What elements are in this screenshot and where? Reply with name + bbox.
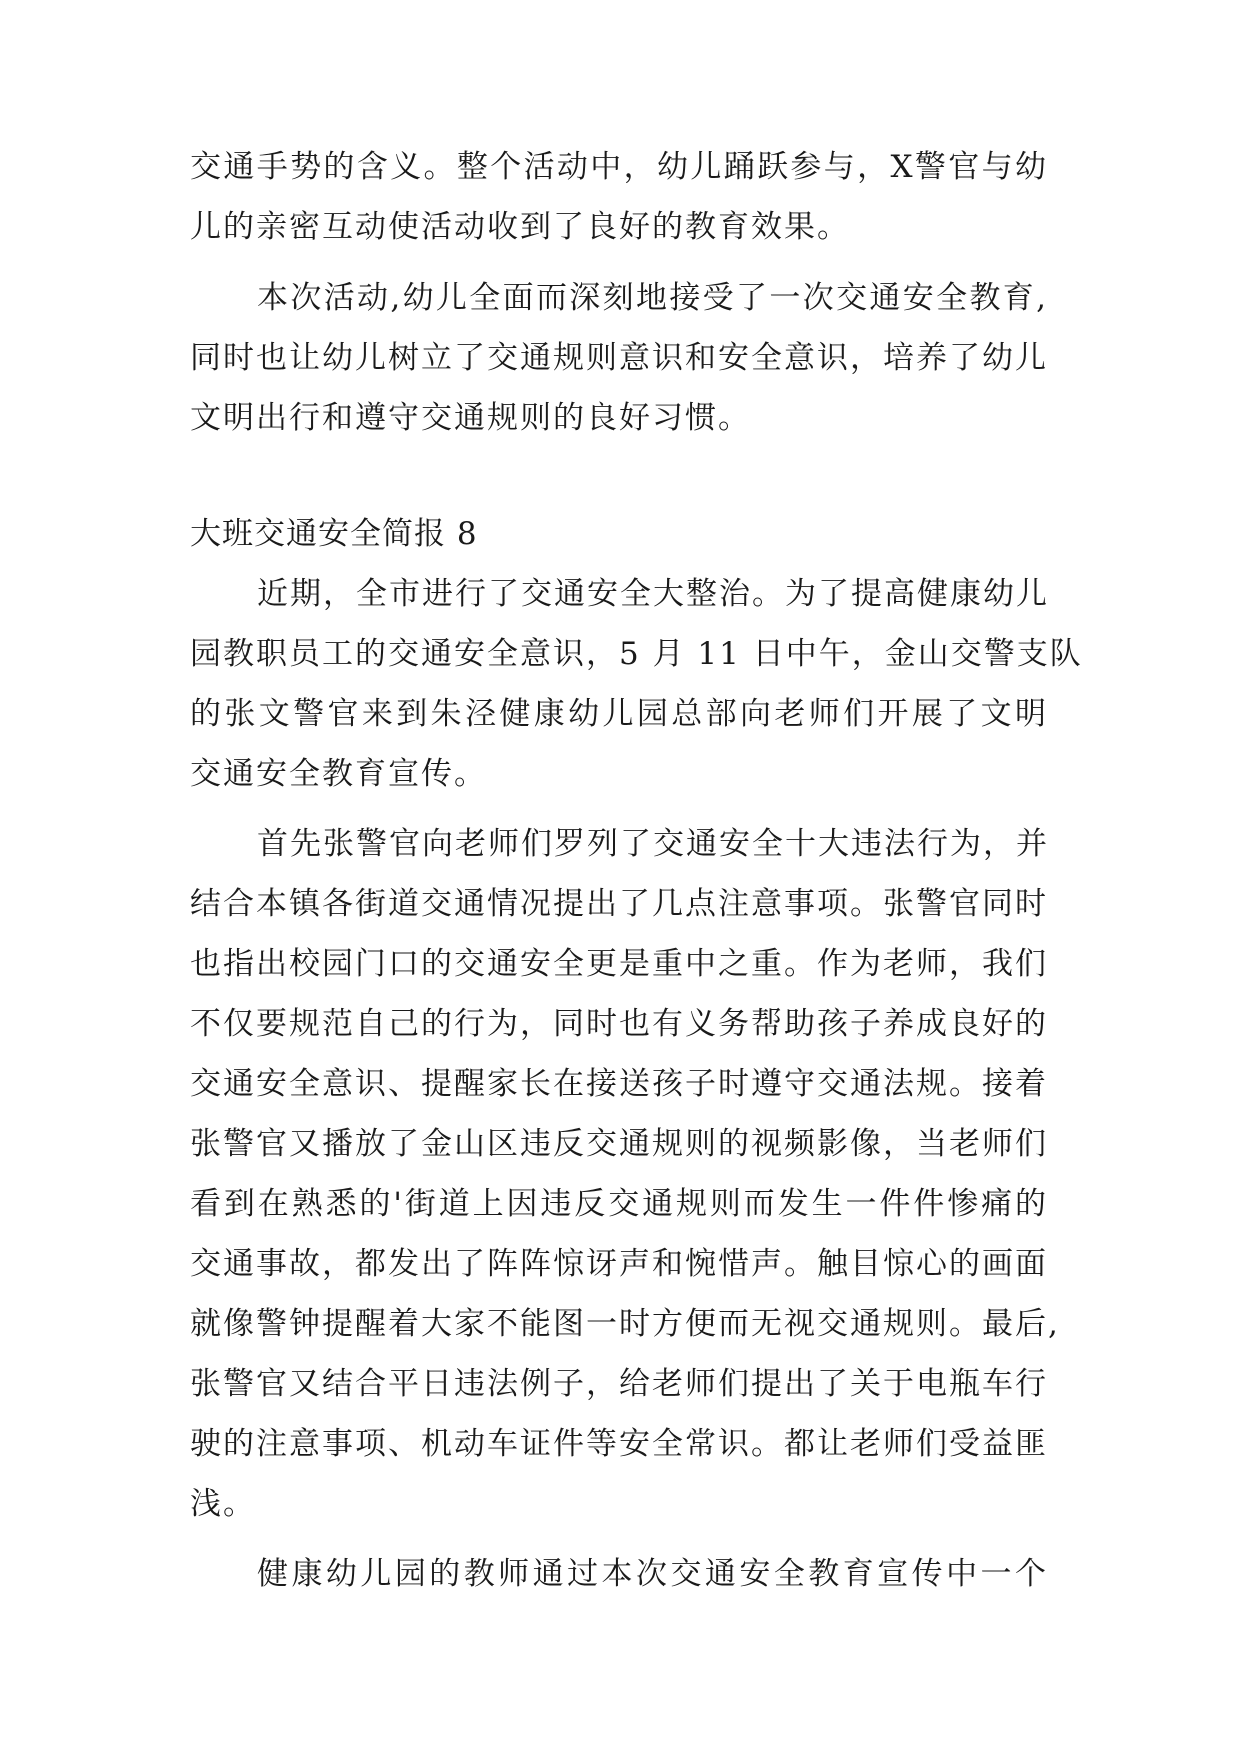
paragraph-line	[0, 1054, 1241, 1114]
paragraph-line	[0, 1354, 1241, 1414]
paragraph-line	[0, 814, 1241, 874]
section-heading	[0, 504, 1241, 564]
line-text: 儿的亲密互动使活动收到了良好的教育效果。	[190, 209, 850, 245]
paragraph-line	[0, 744, 1241, 804]
paragraph-line	[0, 624, 1241, 684]
paragraph-line	[0, 934, 1241, 994]
line-text: 园教职员工的交通安全意识，5 月 11 日中午，金山交警支队	[190, 636, 1083, 672]
paragraph-line	[0, 1294, 1241, 1354]
line-text: 也指出校园门口的交通安全更是重中之重。作为老师，我们	[190, 946, 1048, 982]
paragraph-line	[0, 684, 1241, 744]
line-text: 近期，全市进行了交通安全大整治。为了提高健康幼儿	[257, 576, 1049, 612]
line-text: 同时也让幼儿树立了交通规则意识和安全意识，培养了幼儿	[190, 340, 1048, 376]
line-text: 就像警钟提醒着大家不能图一时方便而无视交通规则。最后,	[190, 1306, 1060, 1342]
paragraph-line	[0, 328, 1241, 388]
paragraph-line	[0, 994, 1241, 1054]
line-text: 驶的注意事项、机动车证件等安全常识。都让老师们受益匪	[190, 1426, 1048, 1462]
line-text: 交通安全意识、提醒家长在接送孩子时遵守交通法规。接着	[190, 1066, 1048, 1102]
paragraph-line	[0, 1114, 1241, 1174]
line-text: 张警官又播放了金山区违反交通规则的视频影像，当老师们	[190, 1126, 1048, 1162]
paragraph-line	[0, 1234, 1241, 1294]
line-text: 本次活动,幼儿全面而深刻地接受了一次交通安全教育,	[257, 280, 1048, 316]
paragraph-line	[0, 197, 1241, 257]
section-heading-text: 大班交通安全简报 8	[190, 516, 478, 552]
paragraph-line	[0, 1174, 1241, 1234]
line-text: 不仅要规范自己的行为，同时也有义务帮助孩子养成良好的	[190, 1006, 1048, 1042]
line-text: 的张文警官来到朱泾健康幼儿园总部向老师们开展了文明	[190, 696, 1048, 732]
line-text: 交通事故，都发出了阵阵惊讶声和惋惜声。触目惊心的画面	[190, 1246, 1048, 1282]
paragraph-line	[0, 1474, 1241, 1534]
line-text: 交通安全教育宣传。	[190, 756, 487, 792]
paragraph-line	[0, 874, 1241, 934]
paragraph-line	[0, 268, 1241, 328]
paragraph-line	[0, 1414, 1241, 1474]
paragraph-line	[0, 137, 1241, 197]
line-text: 浅。	[190, 1486, 256, 1522]
line-text: 看到在熟悉的'街道上因违反交通规则而发生一件件惨痛的	[190, 1186, 1048, 1222]
line-text: 结合本镇各街道交通情况提出了几点注意事项。张警官同时	[190, 886, 1048, 922]
line-text: 张警官又结合平日违法例子，给老师们提出了关于电瓶车行	[190, 1366, 1048, 1402]
paragraph-line	[0, 564, 1241, 624]
paragraph-line	[0, 1544, 1241, 1604]
line-text: 交通手势的含义。整个活动中，幼儿踊跃参与，X警官与幼	[190, 149, 1048, 185]
line-text: 文明出行和遵守交通规则的良好习惯。	[190, 400, 751, 436]
line-text: 首先张警官向老师们罗列了交通安全十大违法行为，并	[257, 826, 1049, 862]
paragraph-line	[0, 388, 1241, 448]
line-text: 健康幼儿园的教师通过本次交通安全教育宣传中一个	[257, 1556, 1048, 1592]
